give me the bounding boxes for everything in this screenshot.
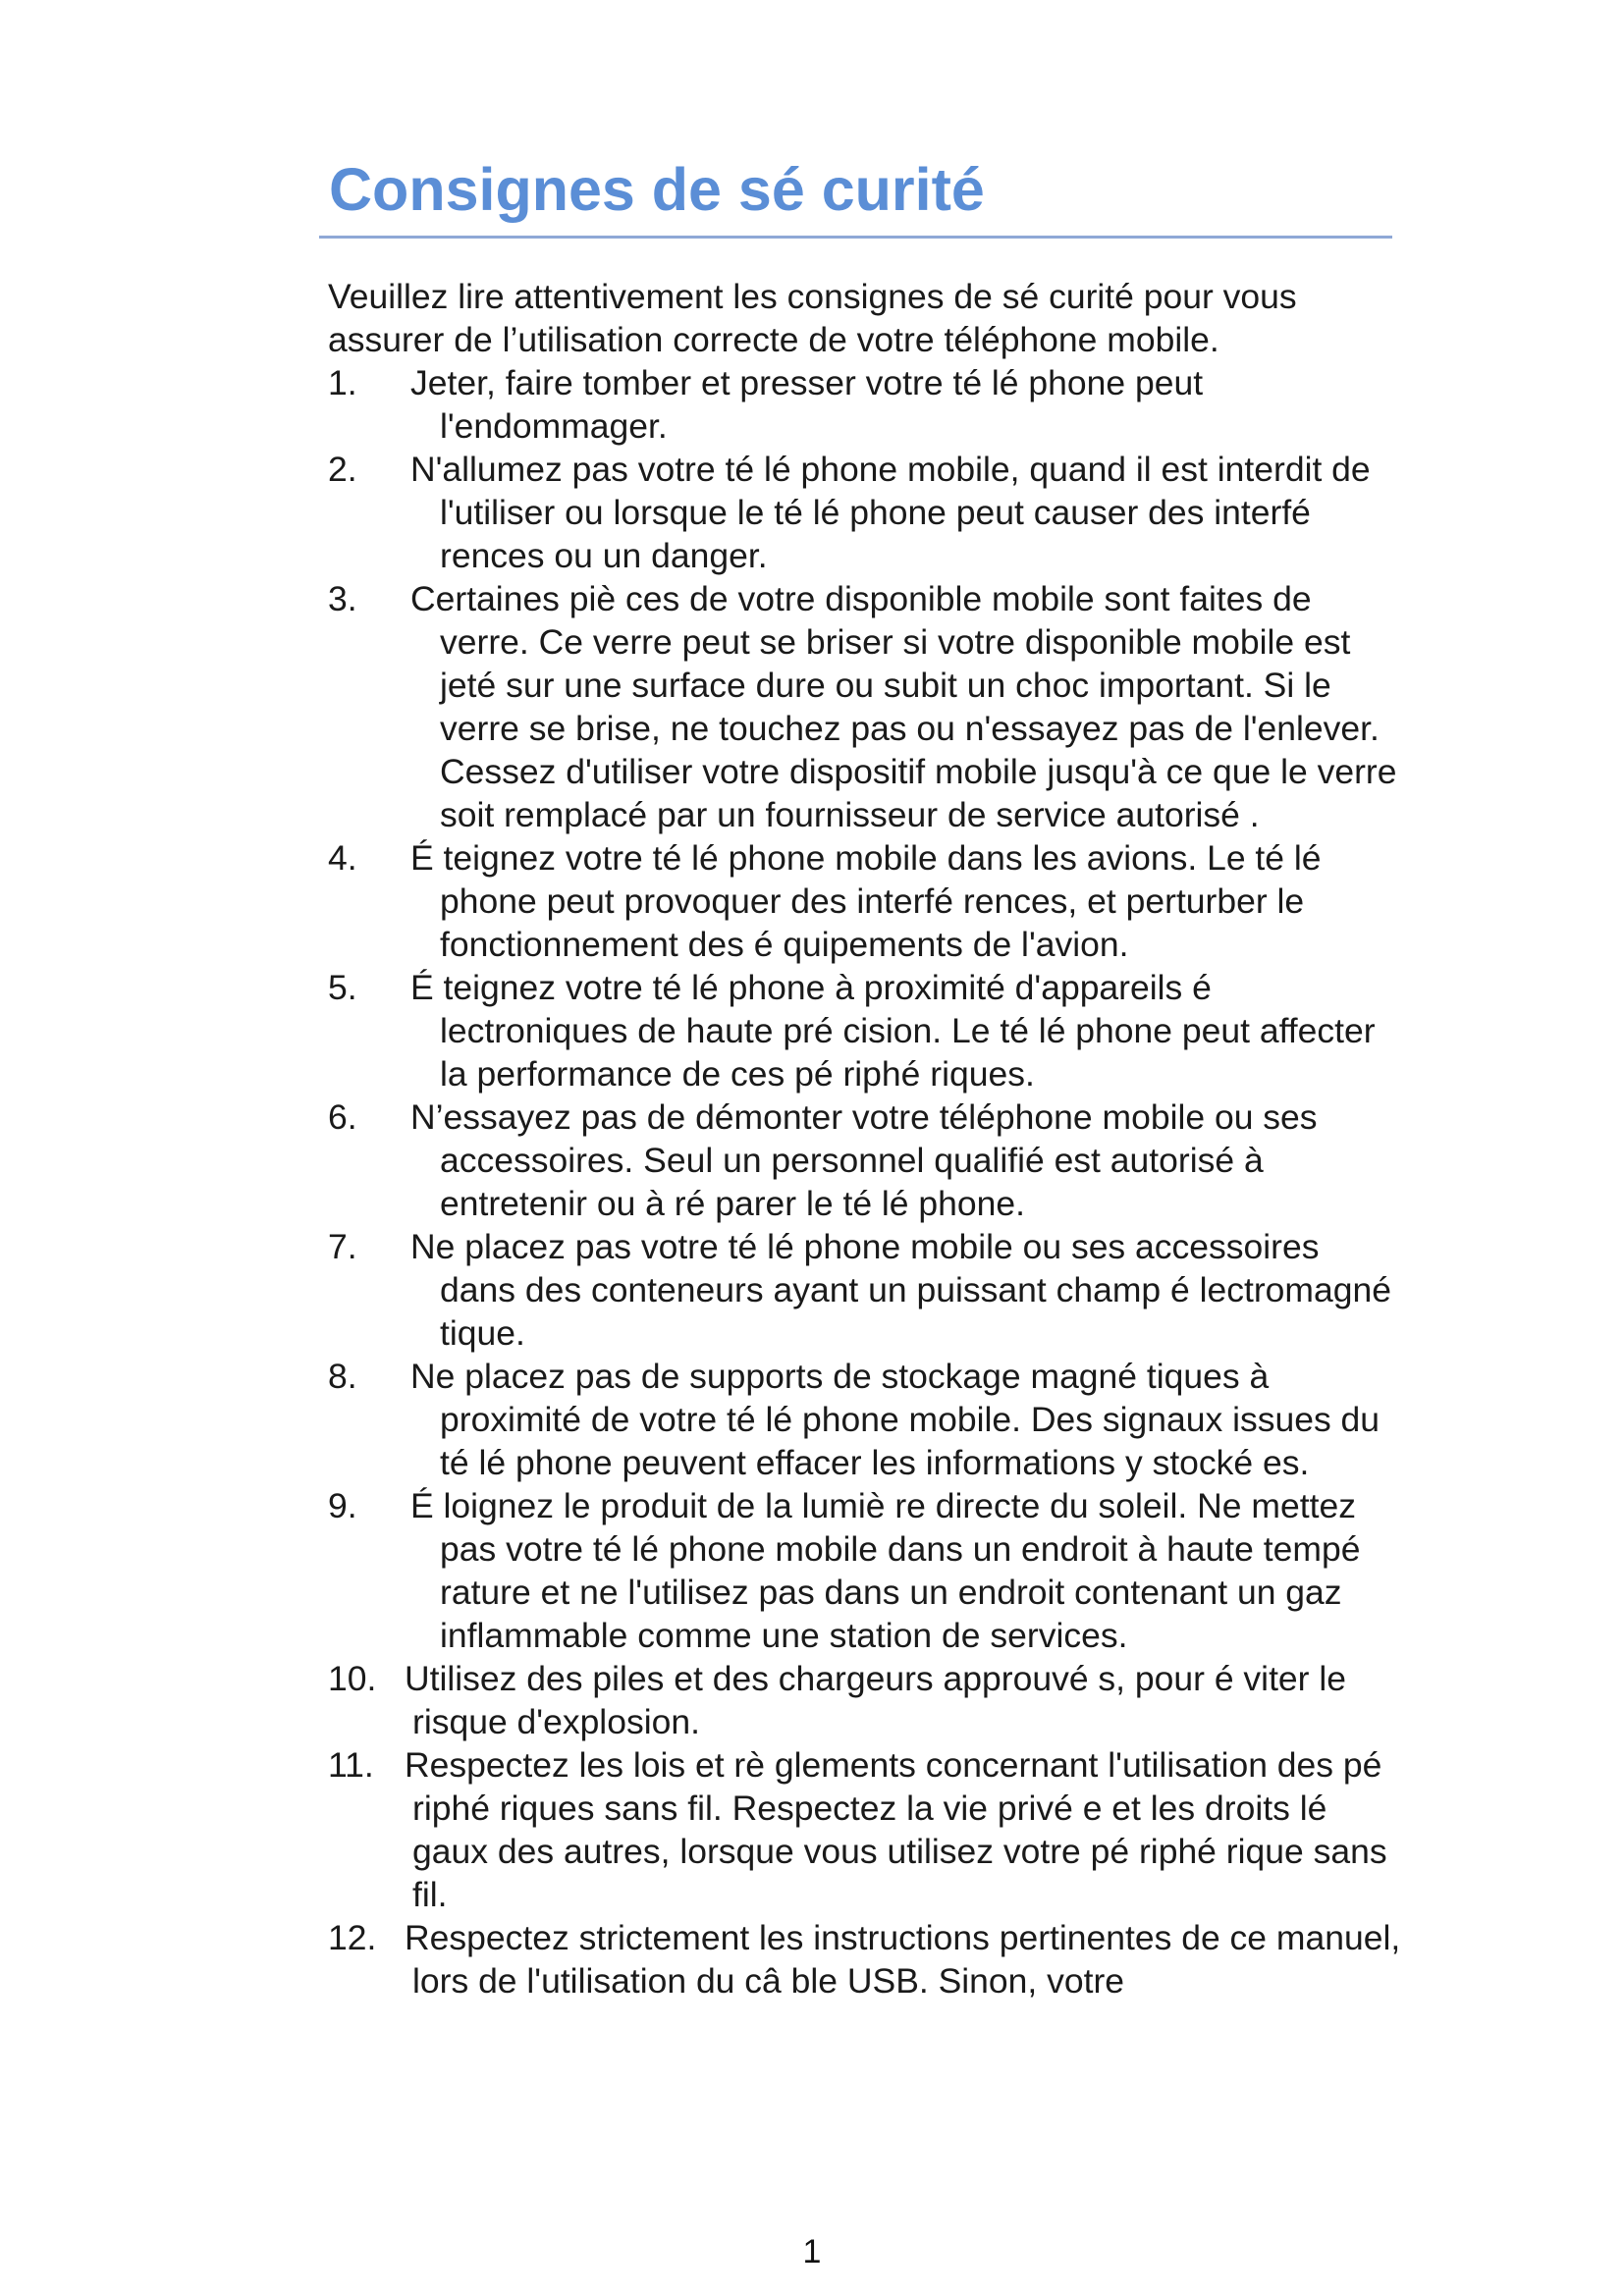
- list-item: [328, 1095, 1404, 1225]
- list-item-number: 5.: [328, 968, 357, 1007]
- list-item-text: Ne placez pas de supports de stockage magné tiques à proximité de votre té lé phone mobile. Des signaux issues du té lé phone peuvent effacer les informations y stocké es.: [410, 1357, 1380, 1482]
- document-body: [328, 275, 1404, 2002]
- list-item: [328, 966, 1404, 1095]
- list-item-text: N'allumez pas votre té lé phone mobile, quand il est interdit de l'utiliser ou lorsque le té lé phone peut causer des interfé rences ou un danger.: [410, 450, 1371, 575]
- list-item-text: Ne placez pas votre té lé phone mobile ou ses accessoires dans des conteneurs ayant un puissant champ é lectromagné tique.: [410, 1227, 1391, 1353]
- page-number: 1: [802, 2233, 822, 2270]
- list-item: [328, 1916, 1404, 2002]
- list-item-number: 3.: [328, 579, 357, 618]
- title-divider: [319, 236, 1392, 239]
- list-item-number: 1.: [328, 363, 357, 402]
- list-item: [328, 361, 1404, 448]
- list-item-number: 11.: [328, 1745, 374, 1785]
- list-item-text: Utilisez des piles et des chargeurs approuvé s, pour é viter le risque d'explosion.: [405, 1659, 1346, 1741]
- list-item-text: É teignez votre té lé phone à proximité d'appareils é lectroniques de haute pré cision. Le té lé phone peut affecter la performance de ces pé riphé riques.: [410, 968, 1376, 1094]
- list-item-text: Respectez strictement les instructions pertinentes de ce manuel, lors de l'utilisation du câ ble USB. Sinon, votre: [405, 1918, 1401, 2001]
- list-item-number: 12.: [328, 1918, 377, 1957]
- list-item-number: 8.: [328, 1357, 357, 1396]
- intro-paragraph: Veuillez lire attentivement les consignes de sé curité pour vous assurer de l’utilisation correcte de votre téléphone mobile.: [328, 277, 1297, 359]
- list-item-text: Respectez les lois et rè glements concernant l'utilisation des pé riphé riques sans fil. Respectez la vie privé e et les droits lé gaux des autres, lorsque vous utilisez votre pé riphé rique sans fil.: [405, 1745, 1387, 1914]
- list-item-number: 9.: [328, 1486, 357, 1525]
- list-item: [328, 1355, 1404, 1484]
- list-item: [328, 1484, 1404, 1657]
- list-item-number: 6.: [328, 1097, 357, 1137]
- safety-rules-list: [328, 361, 1404, 2002]
- list-item-number: 2.: [328, 450, 357, 489]
- list-item-text: Jeter, faire tomber et presser votre té lé phone peut l'endommager.: [410, 363, 1204, 446]
- list-item: [328, 448, 1404, 577]
- list-item: [328, 1657, 1404, 1743]
- list-item-number: 7.: [328, 1227, 357, 1266]
- list-item-text: É loignez le produit de la lumiè re directe du soleil. Ne mettez pas votre té lé phone mobile dans un endroit à haute tempé rature et ne l'utilisez pas dans un endroit contenant un gaz inflammable comme une station de services.: [410, 1486, 1361, 1655]
- list-item-text: Certaines piè ces de votre disponible mobile sont faites de verre. Ce verre peut se briser si votre disponible mobile est jeté sur une surface dure ou subit un choc important. Si le verre se brise, ne touchez pas ou n'essayez pas de l'enlever. Cessez d'utiliser votre dispositif mobile jusqu'à ce que le verre soit remplacé par un fournisseur de service autorisé .: [410, 579, 1397, 834]
- list-item-text: É teignez votre té lé phone mobile dans les avions. Le té lé phone peut provoquer des interfé rences, et perturber le fonctionnement des é quipements de l'avion.: [410, 838, 1322, 964]
- page-title: Consignes de sé curité: [329, 156, 985, 223]
- list-item-text: N’essayez pas de démonter votre téléphone mobile ou ses accessoires. Seul un personnel qualifié est autorisé à entretenir ou à ré parer le té lé phone.: [410, 1097, 1318, 1223]
- list-item-number: 4.: [328, 838, 357, 878]
- list-item: [328, 836, 1404, 966]
- list-item: [328, 577, 1404, 836]
- list-item: [328, 1743, 1404, 1916]
- list-item: [328, 1225, 1404, 1355]
- list-item-number: 10.: [328, 1659, 377, 1698]
